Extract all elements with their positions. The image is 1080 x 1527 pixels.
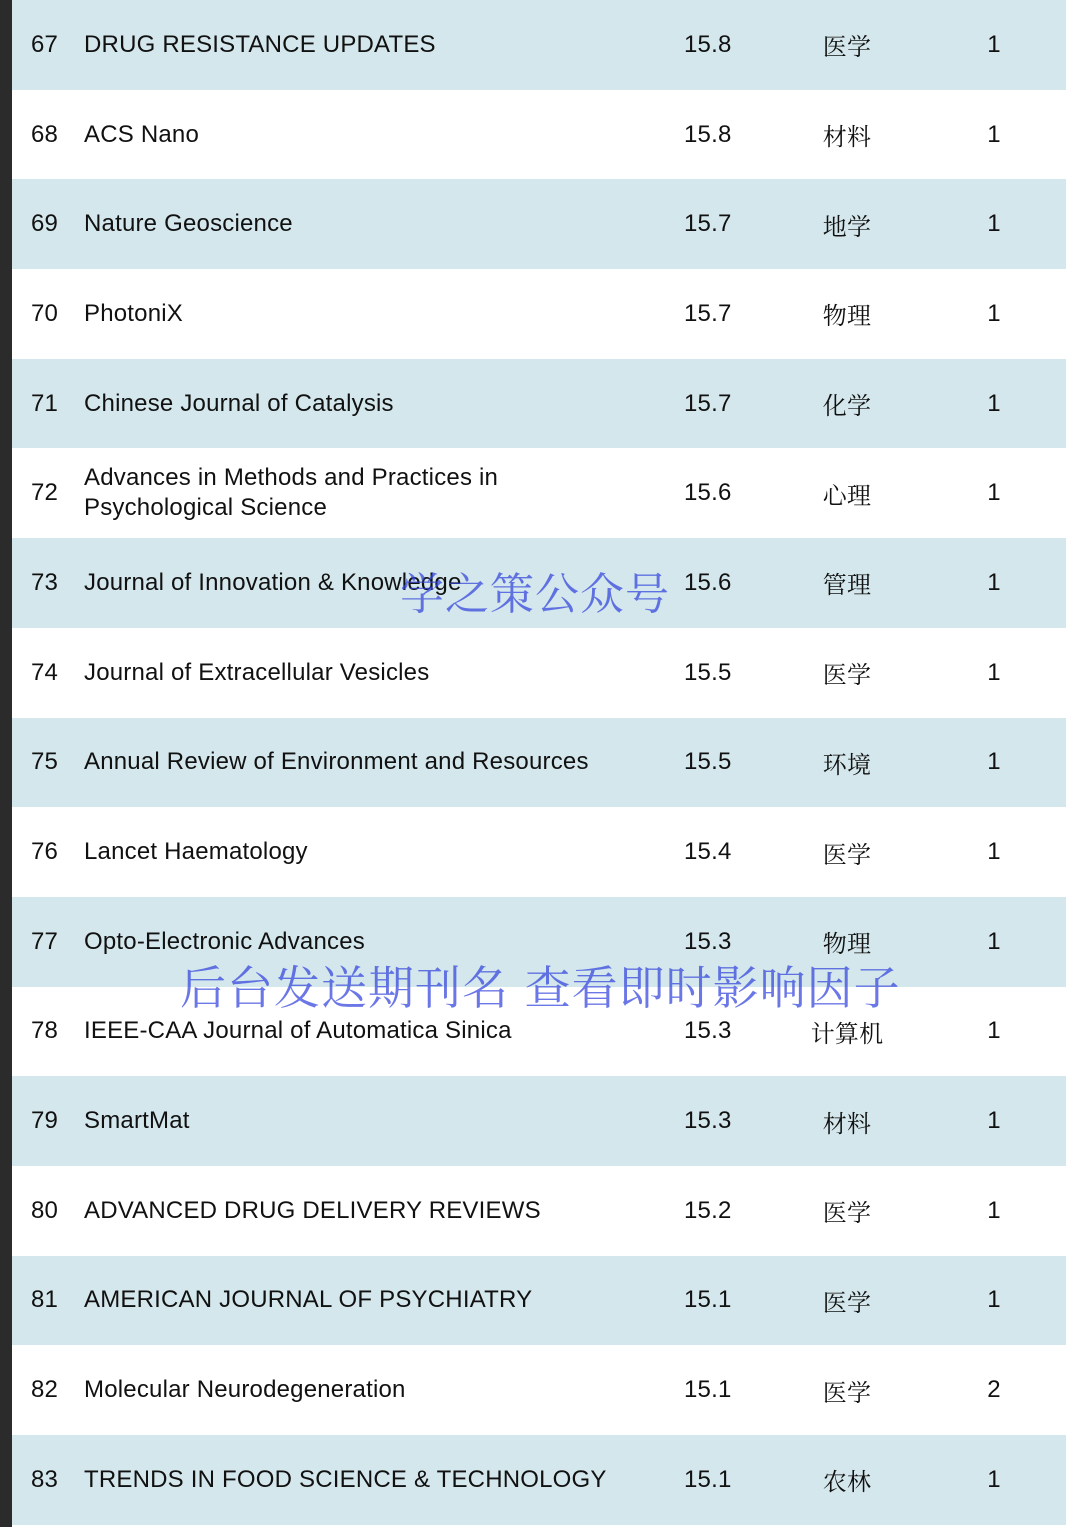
rank-cell: 72 xyxy=(31,479,59,507)
table-row xyxy=(12,0,1066,90)
quartile-cell: 1 xyxy=(987,1196,1001,1224)
journal-title-cell: Journal of Extracellular Vesicles xyxy=(84,658,430,686)
journal-ranking-table xyxy=(12,0,1066,1525)
journal-title-cell: Advances in Methods and Practices in Psychological Science xyxy=(84,464,499,522)
table-row xyxy=(12,538,1066,628)
journal-title-cell: Chinese Journal of Catalysis xyxy=(84,389,394,417)
quartile-cell: 1 xyxy=(987,658,1001,686)
journal-title-cell: Nature Geoscience xyxy=(84,210,293,238)
impact-factor-cell: 15.3 xyxy=(684,927,732,955)
impact-factor-cell: 15.3 xyxy=(684,1107,732,1135)
rank-cell: 76 xyxy=(31,838,59,866)
rank-cell: 67 xyxy=(31,30,59,58)
subject-cell: 环境 xyxy=(822,750,872,779)
impact-factor-cell: 15.1 xyxy=(684,1286,732,1314)
impact-factor-cell: 15.8 xyxy=(684,120,732,148)
journal-title-cell: Journal of Innovation & Knowledge xyxy=(84,568,462,596)
subject-cell: 心理 xyxy=(822,481,872,510)
impact-factor-cell: 15.1 xyxy=(684,1376,732,1404)
table-row xyxy=(12,628,1066,718)
subject-cell: 计算机 xyxy=(810,1019,884,1048)
table-row xyxy=(12,1166,1066,1256)
impact-factor-cell: 15.5 xyxy=(684,748,732,776)
rank-cell: 74 xyxy=(31,658,59,686)
rank-cell: 78 xyxy=(31,1017,59,1045)
subject-cell: 材料 xyxy=(822,1109,872,1138)
table-row xyxy=(12,897,1066,987)
quartile-cell: 1 xyxy=(987,1017,1001,1045)
impact-factor-cell: 15.6 xyxy=(684,568,732,596)
table-row xyxy=(12,1345,1066,1435)
journal-title-cell: Molecular Neurodegeneration xyxy=(84,1376,406,1404)
impact-factor-cell: 15.1 xyxy=(684,1465,732,1493)
journal-title-cell: ADVANCED DRUG DELIVERY REVIEWS xyxy=(84,1196,541,1224)
rank-cell: 68 xyxy=(31,120,59,148)
subject-cell: 医学 xyxy=(822,840,872,869)
quartile-cell: 1 xyxy=(987,748,1001,776)
rank-cell: 70 xyxy=(31,299,59,327)
subject-cell: 地学 xyxy=(822,212,872,241)
table-row xyxy=(12,1256,1066,1346)
quartile-cell: 1 xyxy=(987,30,1001,58)
watermark-account: 学之策公众号 xyxy=(400,569,670,620)
impact-factor-cell: 15.8 xyxy=(684,30,732,58)
subject-cell: 物理 xyxy=(822,302,872,331)
table-row xyxy=(12,90,1066,180)
quartile-cell: 1 xyxy=(987,389,1001,417)
impact-factor-cell: 15.2 xyxy=(684,1196,732,1224)
quartile-cell: 1 xyxy=(987,568,1001,596)
journal-title-cell: PhotoniX xyxy=(84,299,184,327)
table-row xyxy=(12,269,1066,359)
right-margin xyxy=(1066,0,1080,1527)
table-row xyxy=(12,448,1066,538)
rank-cell: 77 xyxy=(31,927,59,955)
left-border xyxy=(0,0,12,1527)
quartile-cell: 1 xyxy=(987,1465,1001,1493)
journal-title-cell: ACS Nano xyxy=(84,120,199,148)
quartile-cell: 1 xyxy=(987,479,1001,507)
rank-cell: 81 xyxy=(31,1286,59,1314)
impact-factor-cell: 15.6 xyxy=(684,479,732,507)
rank-cell: 82 xyxy=(31,1376,59,1404)
quartile-cell: 1 xyxy=(987,838,1001,866)
subject-cell: 医学 xyxy=(822,1378,872,1407)
table-row xyxy=(12,718,1066,808)
journal-title-cell: DRUG RESISTANCE UPDATES xyxy=(84,30,436,58)
subject-cell: 医学 xyxy=(822,1288,872,1317)
table-row xyxy=(12,1435,1066,1525)
quartile-cell: 1 xyxy=(987,927,1001,955)
impact-factor-cell: 15.7 xyxy=(684,210,732,238)
table-row xyxy=(12,987,1066,1077)
journal-title-cell: Annual Review of Environment and Resources xyxy=(84,748,589,776)
journal-title-cell: SmartMat xyxy=(84,1107,190,1135)
impact-factor-cell: 15.7 xyxy=(684,389,732,417)
impact-factor-cell: 15.4 xyxy=(684,838,732,866)
subject-cell: 物理 xyxy=(822,930,872,959)
rank-cell: 71 xyxy=(31,389,59,417)
rank-cell: 69 xyxy=(31,210,59,238)
journal-title-cell: Lancet Haematology xyxy=(84,838,308,866)
subject-cell: 化学 xyxy=(822,392,872,421)
journal-title-cell: Opto-Electronic Advances xyxy=(84,927,365,955)
quartile-cell: 1 xyxy=(987,210,1001,238)
impact-factor-cell: 15.5 xyxy=(684,658,732,686)
quartile-cell: 1 xyxy=(987,299,1001,327)
journal-title-cell: TRENDS IN FOOD SCIENCE & TECHNOLOGY xyxy=(84,1465,607,1493)
subject-cell: 医学 xyxy=(822,661,872,690)
subject-cell: 材料 xyxy=(822,123,872,152)
table-row xyxy=(12,179,1066,269)
rank-cell: 79 xyxy=(31,1107,59,1135)
rank-cell: 83 xyxy=(31,1465,59,1493)
table-row xyxy=(12,1076,1066,1166)
rank-cell: 75 xyxy=(31,748,59,776)
table-row xyxy=(12,807,1066,897)
journal-title-cell: AMERICAN JOURNAL OF PSYCHIATRY xyxy=(84,1286,533,1314)
quartile-cell: 2 xyxy=(987,1376,1001,1404)
rank-cell: 73 xyxy=(31,568,59,596)
subject-cell: 医学 xyxy=(822,1199,872,1228)
journal-title-cell: IEEE-CAA Journal of Automatica Sinica xyxy=(84,1017,512,1045)
table-row xyxy=(12,359,1066,449)
subject-cell: 医学 xyxy=(822,33,872,62)
rank-cell: 80 xyxy=(31,1196,59,1224)
subject-cell: 农林 xyxy=(822,1468,872,1497)
impact-factor-cell: 15.3 xyxy=(684,1017,732,1045)
watermark-prompt: 后台发送期刊名 查看即时影响因子 xyxy=(180,961,901,1015)
quartile-cell: 1 xyxy=(987,1286,1001,1314)
impact-factor-cell: 15.7 xyxy=(684,299,732,327)
quartile-cell: 1 xyxy=(987,120,1001,148)
subject-cell: 管理 xyxy=(822,571,872,600)
quartile-cell: 1 xyxy=(987,1107,1001,1135)
